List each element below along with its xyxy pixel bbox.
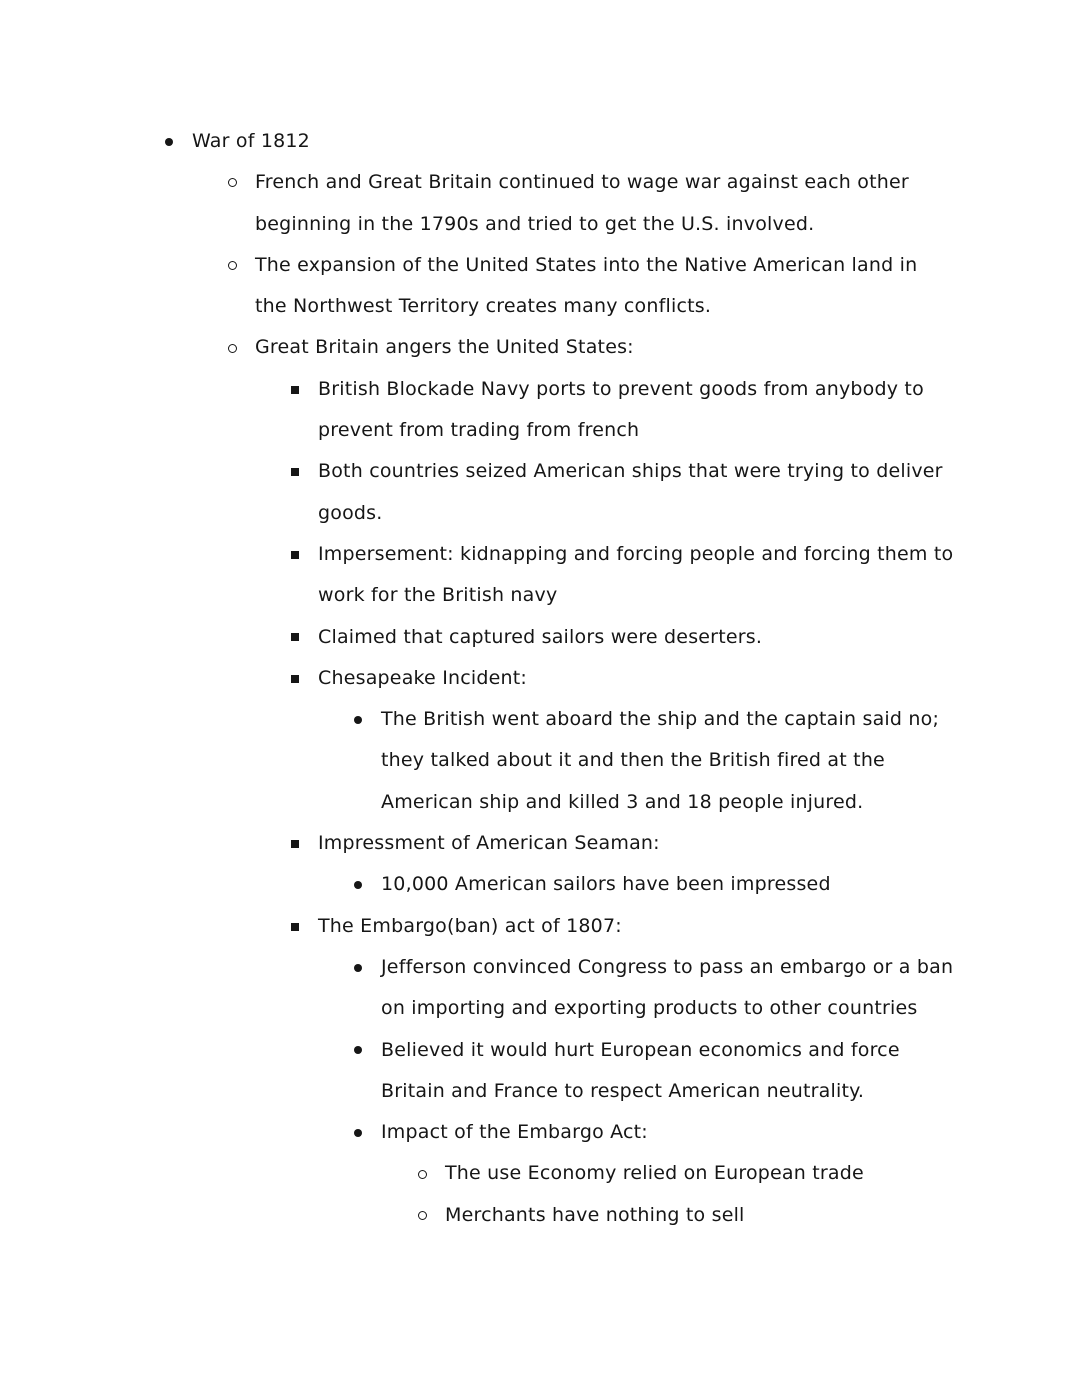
circle-bullet-icon <box>227 245 255 286</box>
list-item-text: 10,000 American sailors have been impressed <box>381 873 831 896</box>
list-item[interactable] <box>0 823 955 864</box>
list-item-text: Great Britain angers the United States: <box>255 336 634 359</box>
circle-bullet-icon <box>227 327 255 368</box>
disc-bullet-icon <box>353 699 381 740</box>
list-item[interactable] <box>0 947 955 1030</box>
list-item-text: Claimed that captured sailors were deserters. <box>318 625 763 648</box>
list-item[interactable] <box>0 617 955 658</box>
list-item[interactable] <box>0 699 955 823</box>
list-item[interactable] <box>0 245 955 328</box>
square-bullet-icon <box>290 451 318 492</box>
list-item[interactable] <box>0 121 955 162</box>
list-item-text: The expansion of the United States into the Native American land in the Northwest Territory creates many conflicts. <box>255 253 918 318</box>
list-item-text: Merchants have nothing to sell <box>445 1203 745 1226</box>
list-item[interactable] <box>0 1112 955 1153</box>
list-item-text: Impersement: kidnapping and forcing people and forcing them to work for the British navy <box>318 542 954 607</box>
list-item-text: Chesapeake Incident: <box>318 666 528 689</box>
list-item[interactable] <box>0 658 955 699</box>
circle-bullet-icon <box>227 162 255 203</box>
list-item[interactable] <box>0 451 955 534</box>
list-item[interactable] <box>0 1153 955 1194</box>
list-item-text: Both countries seized American ships that were trying to deliver goods. <box>318 460 943 524</box>
list-item-text: The use Economy relied on European trade <box>445 1162 864 1185</box>
list-item[interactable] <box>0 534 955 617</box>
square-bullet-icon <box>290 823 318 864</box>
list-item[interactable] <box>0 1030 955 1113</box>
square-bullet-icon <box>290 906 318 947</box>
disc-bullet-icon <box>164 121 192 162</box>
list-item-text: The Embargo(ban) act of 1807: <box>318 914 622 937</box>
disc-bullet-icon <box>353 1112 381 1153</box>
list-item-text: French and Great Britain continued to wage war against each other beginning in the 1790s and tried to get the U.S. involved. <box>255 171 909 235</box>
list-item[interactable] <box>0 864 955 905</box>
list-item-text: British Blockade Navy ports to prevent goods from anybody to prevent from trading from french <box>318 377 924 442</box>
list-item-text: The British went aboard the ship and the captain said no; they talked about it and then the British fired at the American ship and killed 3 and 18 people injured. <box>381 708 940 813</box>
list-item-text: Impressment of American Seaman: <box>318 832 660 855</box>
list-item[interactable] <box>0 1195 955 1236</box>
list-item[interactable] <box>0 327 955 368</box>
disc-bullet-icon <box>353 864 381 905</box>
list-item[interactable] <box>0 906 955 947</box>
disc-bullet-icon <box>353 1030 381 1071</box>
list-item-text: Jefferson convinced Congress to pass an embargo or a ban on importing and exporting products to other countries <box>381 955 954 1020</box>
list-item[interactable] <box>0 162 955 245</box>
square-bullet-icon <box>290 534 318 575</box>
square-bullet-icon <box>290 617 318 658</box>
list-item-text: War of 1812 <box>192 130 310 152</box>
square-bullet-icon <box>290 369 318 410</box>
square-bullet-icon <box>290 658 318 699</box>
circle-bullet-icon <box>417 1195 445 1236</box>
disc-bullet-icon <box>353 947 381 988</box>
list-item-text: Impact of the Embargo Act: <box>381 1121 648 1144</box>
circle-bullet-icon <box>417 1153 445 1194</box>
list-item[interactable] <box>0 369 955 452</box>
list-item-text: Believed it would hurt European economics and force Britain and France to respect American neutrality. <box>381 1038 900 1102</box>
